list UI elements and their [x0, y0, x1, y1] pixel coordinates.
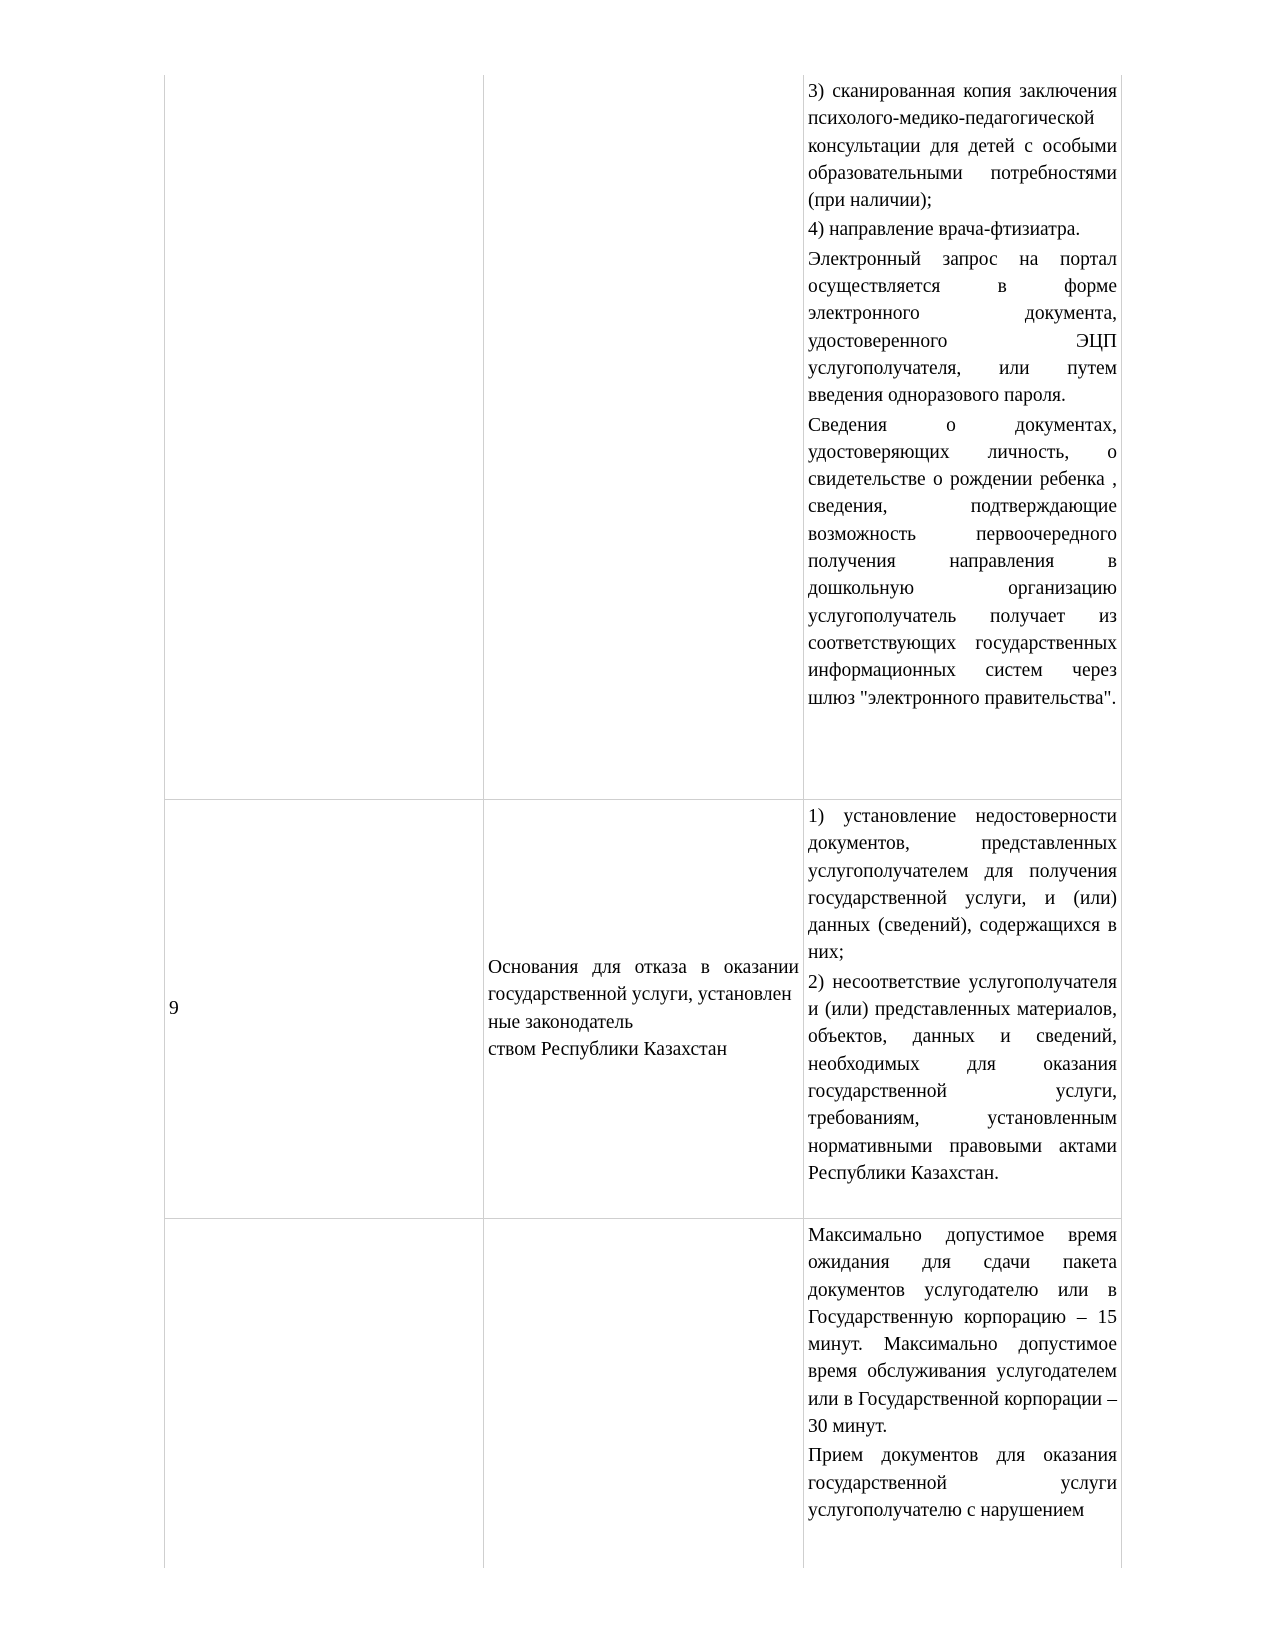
- table-row: [165, 75, 1122, 800]
- row-content-cell: [804, 75, 1122, 800]
- title-line: ные законодатель: [488, 1011, 634, 1033]
- content-paragraph: Электронный запрос на портал осуществляется в форме электронного документа, удостоверенного ЭЦП услугополучателя, или путем введения одноразового пароля.: [808, 248, 1117, 407]
- table-row: [165, 1219, 1122, 1569]
- title-line: Основания для отказа в оказании государственной услуги, установлен: [488, 956, 799, 1006]
- row-content-cell: [804, 1219, 1122, 1569]
- table-row: [165, 800, 1122, 1219]
- service-standard-table: [164, 75, 1122, 1568]
- row-content-cell: [804, 800, 1122, 1219]
- title-line: ством Республики Казахстан: [488, 1038, 727, 1060]
- row-title-cell: [484, 800, 804, 1219]
- content-paragraph: 2) несоответствие услугополучателя и (или) представленных материалов, объектов, данных и сведений, необходимых для оказания государственной услуги, требованиям, установленным нормативными правовыми актами Республики Казахстан.: [808, 971, 1117, 1184]
- row-number-cell: 9: [165, 800, 484, 1219]
- row-title-cell: [484, 75, 804, 800]
- content-paragraph: Прием документов для оказания государственной услуги услугополучателю с нарушением: [808, 1445, 1117, 1521]
- content-paragraph: Сведения о документах, удостоверяющих личность, о свидетельстве о рождении ребенка , сведения, подтверждающие возможность первоочередного получения направления в дошкольную организацию услугополучатель получает из соответствующих государственных информационных систем через шлюз "электронного правительства".: [808, 414, 1117, 709]
- content-paragraph: Максимально допустимое время ожидания для сдачи пакета документов услугодателю или в Государственную корпорацию – 15 минут. Максимально допустимое время обслуживания услугодателем или в Государственной корпорации – 30 минут.: [808, 1225, 1117, 1438]
- content-paragraph: 3) сканированная копия заключения психолого-медико-педагогической консультации для детей с особыми образовательными потребностями (при наличии);: [808, 81, 1117, 212]
- row-number-cell: [165, 75, 484, 800]
- row-title-cell: [484, 1219, 804, 1569]
- content-paragraph: 1) установление недостоверности документов, представленных услугополучателем для получения государственной услуги, и (или) данных (сведений), содержащихся в них;: [808, 806, 1117, 964]
- row-number-cell: [165, 1219, 484, 1569]
- content-paragraph: 4) направление врача-фтизиатра.: [808, 219, 1081, 241]
